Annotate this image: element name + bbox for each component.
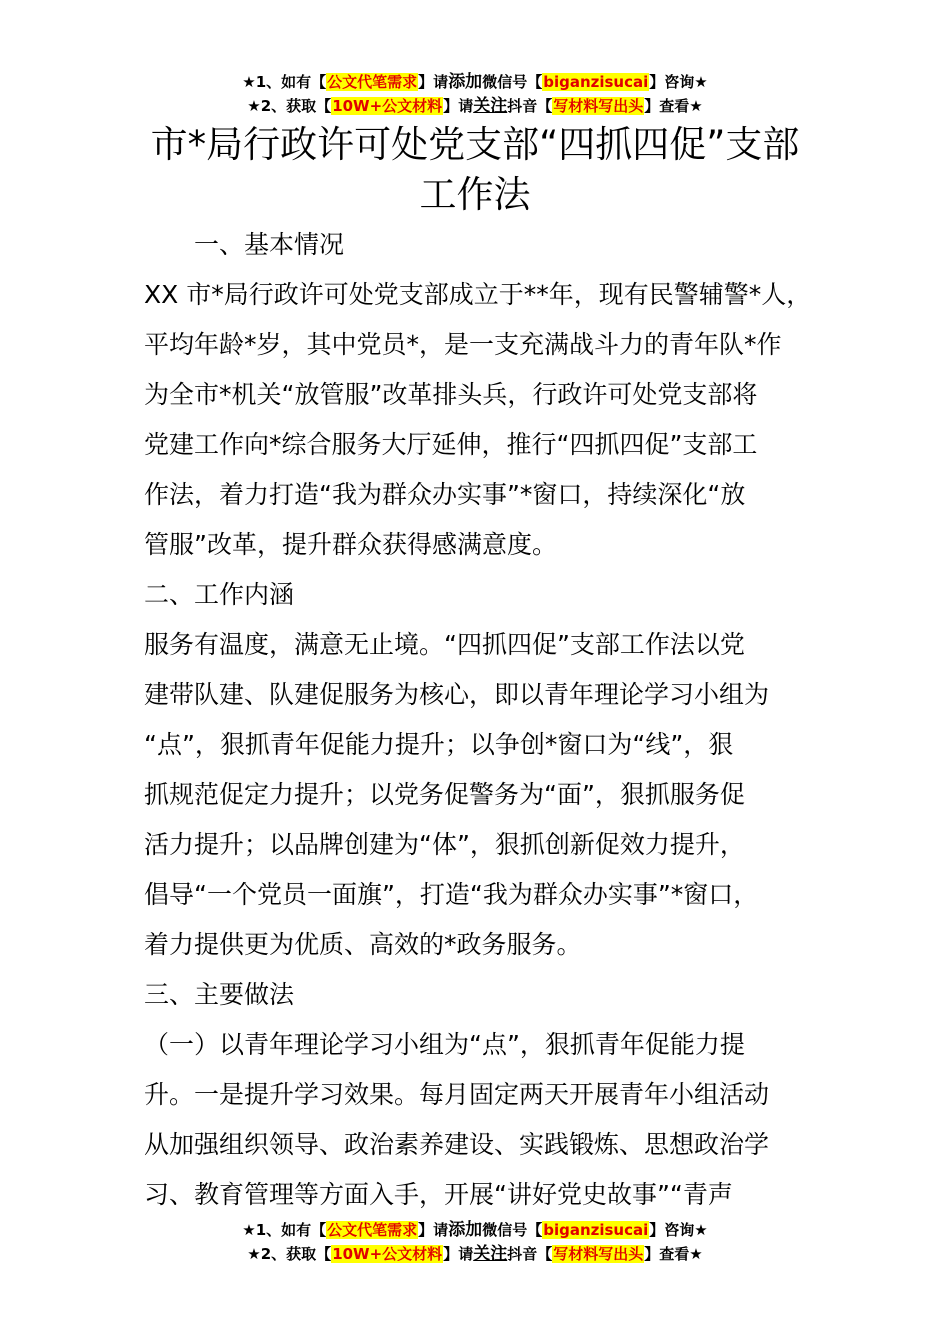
body-line: XX 市*局行政许可处党支部成立于**年，现有民警辅警*人， xyxy=(144,280,812,309)
body-line: 抓规范促定力提升；以党务促警务为“面”，狠抓服务促 xyxy=(144,780,745,809)
highlight-wechat-id: biganzisucai xyxy=(543,73,649,91)
promo-line-2: ★2、获取【10W+公文材料】请关注抖音【写材料写出头】查看★ xyxy=(247,96,703,116)
section-heading: 一、基本情况 xyxy=(194,230,345,259)
body-line: “点”，狠抓青年促能力提升；以争创*窗口为“线”，狠 xyxy=(144,730,734,759)
document-body xyxy=(144,220,844,1220)
body-line: 着力提供更为优质、高效的*政务服务。 xyxy=(144,930,582,959)
highlight-wechat-id: biganzisucai xyxy=(543,1221,649,1239)
body-line: 为全市*机关“放管服”改革排头兵，行政许可处党支部将 xyxy=(144,380,758,409)
body-line: 建带队建、队建促服务为核心，即以青年理论学习小组为 xyxy=(144,680,770,709)
section-heading: 三、主要做法 xyxy=(144,980,295,1009)
highlight-douyin-account: 写材料写出头 xyxy=(553,97,644,115)
body-line: 服务有温度，满意无止境。“四抓四促”支部工作法以党 xyxy=(144,630,745,659)
body-line: 活力提升；以品牌创建为“体”，狠抓创新促效力提升， xyxy=(144,830,745,859)
highlight-materials: 10W+公文材料 xyxy=(332,97,443,115)
body-line: 升。一是提升学习效果。每月固定两天开展青年小组活动 xyxy=(144,1080,770,1109)
highlight-service: 公文代笔需求 xyxy=(327,1221,418,1239)
title-line-2: 工作法 xyxy=(419,173,531,216)
highlight-service: 公文代笔需求 xyxy=(327,73,418,91)
body-line: 作法，着力打造“我为群众办实事”*窗口，持续深化“放 xyxy=(144,480,746,509)
promo-banner-bottom xyxy=(0,1218,950,1266)
body-line: 习、教育管理等方面入手，开展“讲好党史故事”“青声 xyxy=(144,1180,733,1209)
body-line: 从加强组织领导、政治素养建设、实践锻炼、思想政治学 xyxy=(144,1130,770,1159)
promo-banner-top xyxy=(0,70,950,118)
body-line: 党建工作向*综合服务大厅延伸，推行“四抓四促”支部工 xyxy=(144,430,758,459)
body-line: （一）以青年理论学习小组为“点”，狠抓青年促能力提 xyxy=(144,1030,745,1059)
highlight-materials: 10W+公文材料 xyxy=(332,1245,443,1263)
body-line: 管服”改革，提升群众获得感满意度。 xyxy=(144,530,557,559)
document-title xyxy=(120,120,830,220)
promo-line-2: ★2、获取【10W+公文材料】请关注抖音【写材料写出头】查看★ xyxy=(247,1244,703,1264)
title-line-1: 市*局行政许可处党支部“四抓四促”支部 xyxy=(150,123,800,166)
section-heading: 二、工作内涵 xyxy=(144,580,295,609)
highlight-douyin-account: 写材料写出头 xyxy=(553,1245,644,1263)
promo-line-1: ★1、如有【公文代笔需求】请添加微信号【biganzisucai】咨询★ xyxy=(242,1220,708,1240)
promo-line-1: ★1、如有【公文代笔需求】请添加微信号【biganzisucai】咨询★ xyxy=(242,72,708,92)
body-line: 平均年龄*岁，其中党员*，是一支充满战斗力的青年队*作 xyxy=(144,330,782,359)
body-line: 倡导“一个党员一面旗”，打造“我为群众办实事”*窗口， xyxy=(144,880,759,909)
